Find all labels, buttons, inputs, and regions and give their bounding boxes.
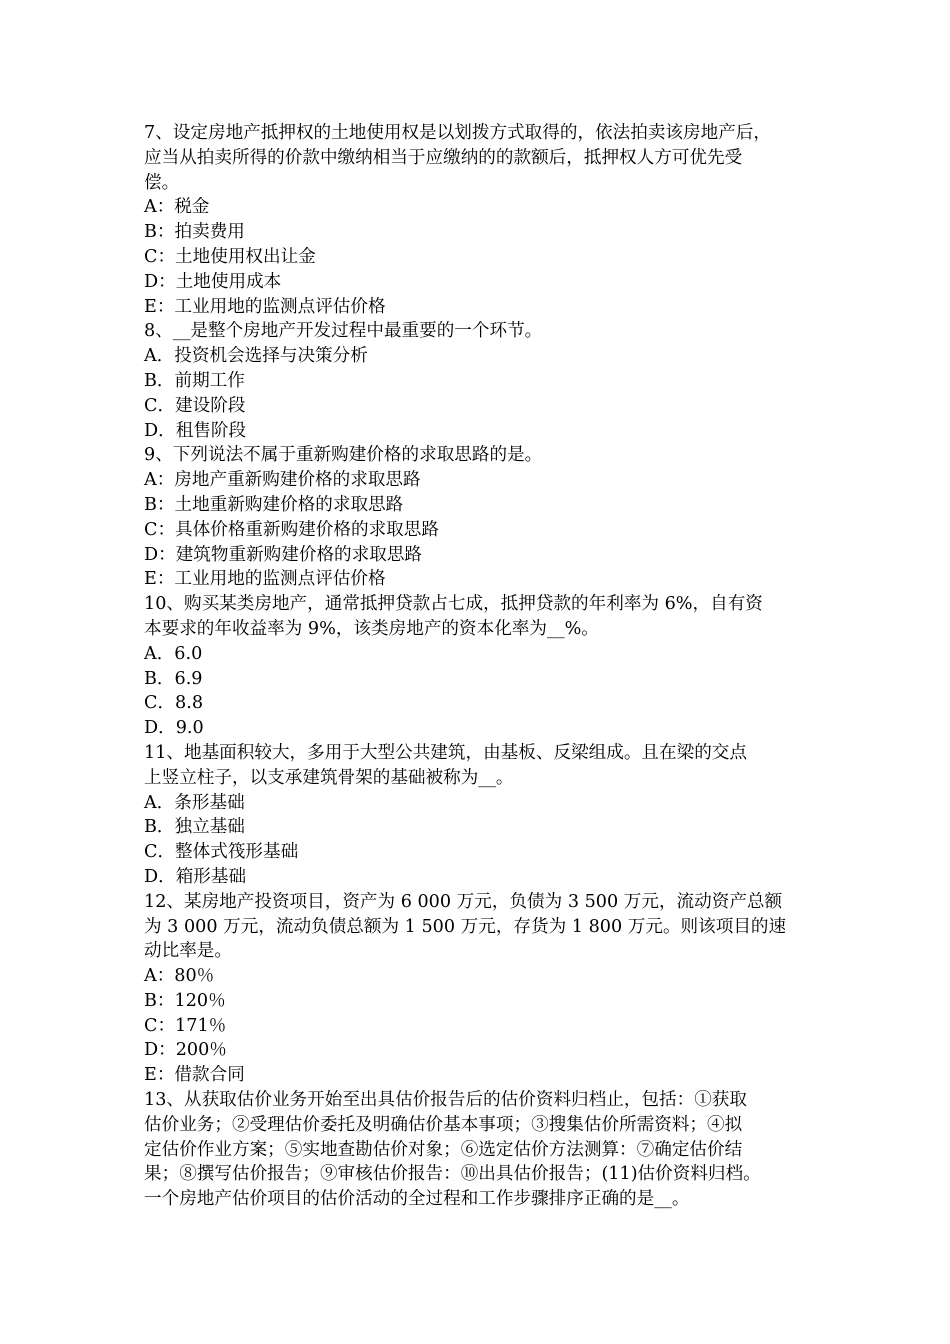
q7-option-d: D：土地使用成本 [144,271,282,292]
q7-option-e: E：工业用地的监测点评估价格 [144,296,386,317]
q7-option-b: B：拍卖费用 [144,222,245,243]
q10-option-c: C．8.8 [144,693,204,714]
q9-option-e: E：工业用地的监测点评估价格 [144,569,386,590]
q10-option-a: A．6.0 [144,643,203,664]
q11-option-c: C．整体式筏形基础 [144,842,299,863]
q10-line-1: 10、购买某类房地产，通常抵押贷款占七成，抵押贷款的年利率为 6%，自有资 [144,594,763,615]
q9-option-d: D：建筑物重新购建价格的求取思路 [144,544,423,565]
q10-option-b: B．6.9 [144,668,203,689]
q8-option-b: B．前期工作 [144,370,245,391]
q11-option-b: B．独立基础 [144,817,245,838]
q7-option-a: A：税金 [144,197,210,218]
q7-line-2: 应当从拍卖所得的价款中缴纳相当于应缴纳的的款额后，抵押权人方可优先受 [144,147,743,168]
q13-line-5: 一个房地产估价项目的估价活动的全过程和工作步骤排序正确的是__。 [144,1189,690,1210]
q13-line-2: 估价业务；②受理估价委托及明确估价基本事项；③搜集估价所需资料；④拟 [144,1114,743,1135]
q7-line-1: 7、设定房地产抵押权的土地使用权是以划拨方式取得的，依法拍卖该房地产后， [144,123,771,143]
q12-option-a: A：80％ [144,966,215,987]
document-body [144,121,814,1212]
q9-option-b: B：土地重新购建价格的求取思路 [144,494,404,515]
q12-option-d: D：200％ [144,1040,227,1061]
q8-option-d: D．租售阶段 [144,420,247,441]
q8-option-c: C．建设阶段 [144,395,246,416]
q9-line-1: 9、下列说法不属于重新购建价格的求取思路的是。 [144,445,543,466]
q13-line-3: 定估价作业方案；⑤实地查勘估价对象；⑥选定估价方法测算：⑦确定估价结 [144,1139,743,1160]
q13-line-4: 果；⑧撰写估价报告；⑨审核估价报告：⑩出具估价报告；(11)估价资料归档。 [144,1164,761,1185]
q11-line-1: 11、地基面积较大，多用于大型公共建筑，由基板、反梁组成。且在梁的交点 [144,742,747,763]
q12-option-c: C：171％ [144,1015,227,1036]
q7-line-3: 偿。 [144,172,180,193]
q9-option-a: A：房地产重新购建价格的求取思路 [144,470,421,491]
q12-line-3: 动比率是。 [144,941,232,962]
q8-option-a: A．投资机会选择与决策分析 [144,346,368,367]
q11-option-d: D．箱形基础 [144,866,247,887]
q11-line-2: 上竖立柱子，以支承建筑骨架的基础被称为__。 [144,767,514,788]
q12-option-b: B：120％ [144,990,226,1011]
q10-line-2: 本要求的年收益率为 9%，该类房地产的资本化率为__%。 [144,618,599,639]
q11-option-a: A．条形基础 [144,792,245,813]
q7-option-c: C：土地使用权出让金 [144,246,316,267]
q10-option-d: D．9.0 [144,718,204,739]
q12-line-1: 12、某房地产投资项目，资产为 6 000 万元，负债为 3 500 万元，流动资产总额 [144,891,783,912]
q8-line-1: 8、__是整个房地产开发过程中最重要的一个环节。 [144,321,543,342]
q12-line-2: 为 3 000 万元，流动负债总额为 1 500 万元，存货为 1 800 万元。则该项目的速 [144,916,787,937]
q12-option-e: E：借款合同 [144,1065,245,1086]
q13-line-1: 13、从获取估价业务开始至出具估价报告后的估价资料归档止，包括：①获取 [144,1090,747,1111]
q9-option-c: C：具体价格重新购建价格的求取思路 [144,519,439,540]
